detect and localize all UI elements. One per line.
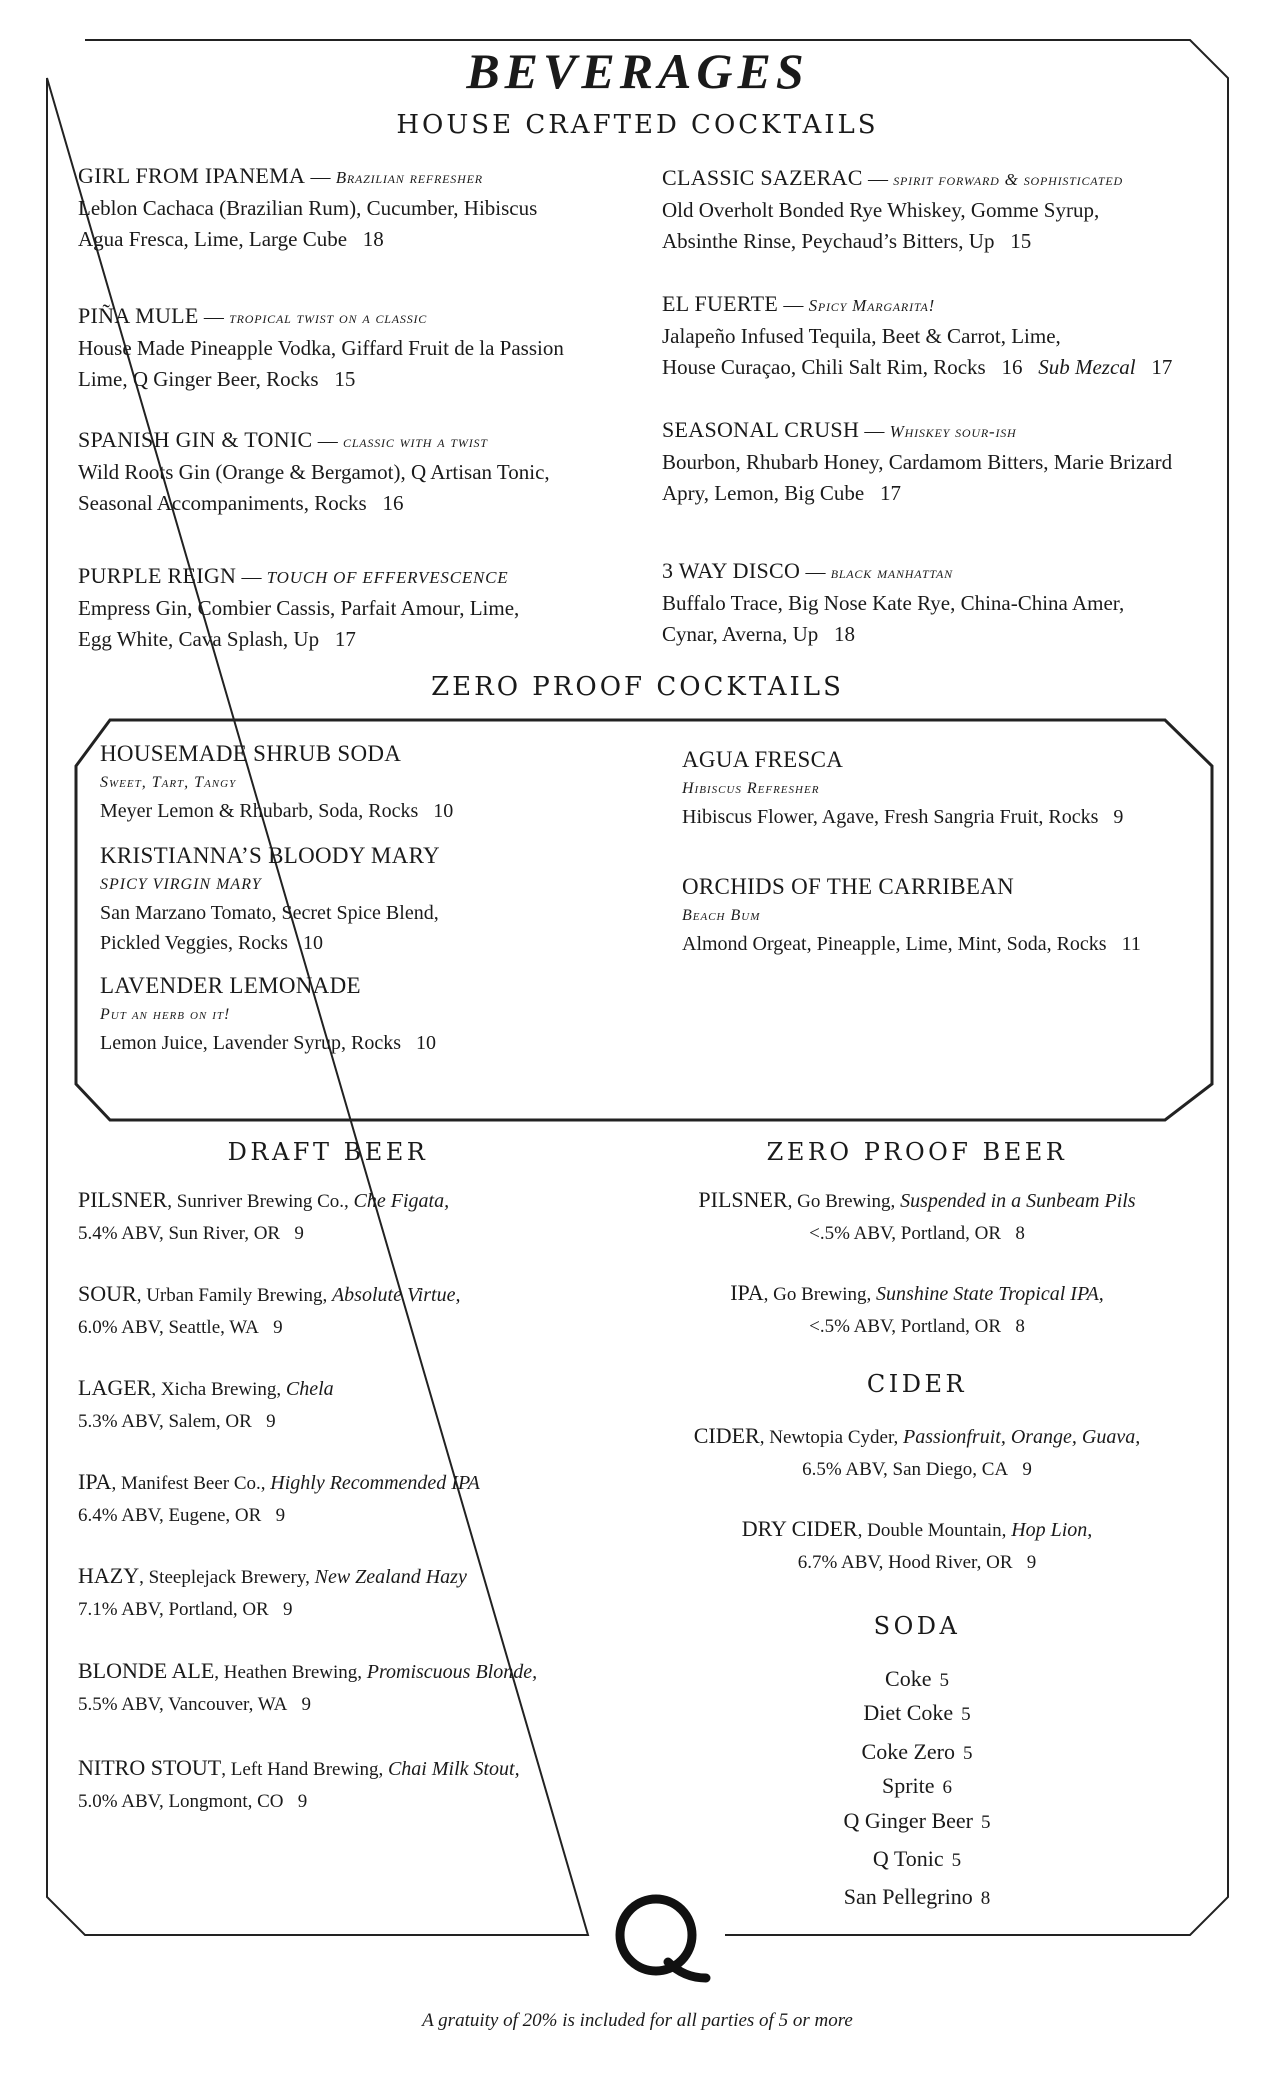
gratuity-note: A gratuity of 20% is included for all parties of 5 or more xyxy=(422,2010,853,2031)
soda-heading: SODA xyxy=(873,1612,961,1640)
zero-proof-cocktails-heading: ZERO PROOF COCKTAILS xyxy=(431,672,844,702)
beer-item: BLONDE ALE, Heathen Brewing, Promiscuous Blonde, 5.5% ABV, Vancouver, WA 9 xyxy=(78,1658,538,1715)
beer-item: IPA, Manifest Beer Co., Highly Recommended IPA 6.4% ABV, Eugene, OR 9 xyxy=(78,1469,480,1526)
soda-item: Coke 5 xyxy=(885,1666,949,1691)
beer-item: LAGER, Xicha Brewing, Chela 5.3% ABV, Salem, OR 9 xyxy=(78,1375,334,1432)
soda-item: Sprite 6 xyxy=(881,1773,953,1798)
beer-item: PILSNER, Sunriver Brewing Co., Che Figata, 5.4% ABV, Sun River, OR 9 xyxy=(78,1187,450,1244)
cocktail-item: CLASSIC SAZERAC — spirit forward & sophisticated Old Overholt Bonded Rye Whiskey, Gomme Syrup, Absinthe Rinse, Peychaud’s Bitters, Up 15 xyxy=(662,165,1123,253)
zero-proof-item: AGUA FRESCA Hibiscus Refresher Hibiscus Flower, Agave, Fresh Sangria Fruit, Rocks 9 xyxy=(682,747,1124,828)
house-cocktails-heading: HOUSE CRAFTED COCKTAILS xyxy=(396,110,879,140)
zero-proof-item: LAVENDER LEMONADE Put an herb on it! Lemon Juice, Lavender Syrup, Rocks 10 xyxy=(100,973,437,1054)
draft-beer-heading: DRAFT BEER xyxy=(227,1138,429,1166)
cocktail-item: GIRL FROM IPANEMA — Brazilian refresher Leblon Cachaca (Brazilian Rum), Cucumber, Hibiscus Agua Fresca, Lime, Large Cube 18 xyxy=(78,163,538,251)
cocktail-item: PURPLE REIGN — TOUCH OF EFFERVESCENCE Empress Gin, Combier Cassis, Parfait Amour, Lime, Egg White, Cava Splash, Up 17 xyxy=(78,563,520,651)
soda-item: Q Tonic 5 xyxy=(872,1846,962,1871)
zero-proof-item: ORCHIDS OF THE CARRIBEAN Beach Bum Almond Orgeat, Pineapple, Lime, Mint, Soda, Rocks 11 xyxy=(682,874,1141,955)
cocktail-item: PIÑA MULE — tropical twist on a classic House Made Pineapple Vodka, Giffard Fruit de la Passion Lime, Q Ginger Beer, Rocks 15 xyxy=(78,303,564,391)
q-logo-icon xyxy=(620,1899,706,1978)
cocktail-item: SPANISH GIN & TONIC — classic with a twist Wild Roots Gin (Orange & Bergamot), Q Artisan Tonic, Seasonal Accompaniments, Rocks 16 xyxy=(78,427,550,515)
cider-item: DRY CIDER, Double Mountain, Hop Lion, 6.7% ABV, Hood River, OR 9 xyxy=(741,1516,1093,1573)
beer-item: IPA, Go Brewing, Sunshine State Tropical IPA, <.5% ABV, Portland, OR 8 xyxy=(730,1280,1104,1337)
cocktail-item: EL FUERTE — Spicy Margarita! Jalapeño Infused Tequila, Beet & Carrot, Lime, House Curaçao, Chili Salt Rim, Rocks 16 Sub Mezcal 17 xyxy=(662,291,1173,379)
beer-item: PILSNER, Go Brewing, Suspended in a Sunbeam Pils <.5% ABV, Portland, OR 8 xyxy=(698,1187,1136,1244)
page-title: BEVERAGES xyxy=(466,43,809,99)
cocktail-item: 3 WAY DISCO — black manhattan Buffalo Trace, Big Nose Kate Rye, China-China Amer, Cynar, Averna, Up 18 xyxy=(662,558,1125,646)
soda-item: Q Ginger Beer 5 xyxy=(843,1808,991,1833)
cider-item: CIDER, Newtopia Cyder, Passionfruit, Orange, Guava, 6.5% ABV, San Diego, CA 9 xyxy=(693,1423,1141,1480)
cocktail-item: SEASONAL CRUSH — Whiskey sour-ish Bourbon, Rhubarb Honey, Cardamom Bitters, Marie Brizard Apry, Lemon, Big Cube 17 xyxy=(662,417,1173,505)
soda-item: Diet Coke 5 xyxy=(863,1700,971,1725)
soda-item: San Pellegrino 8 xyxy=(843,1884,991,1909)
beer-item: HAZY, Steeplejack Brewery, New Zealand Hazy 7.1% ABV, Portland, OR 9 xyxy=(78,1563,467,1620)
beer-item: SOUR, Urban Family Brewing, Absolute Virtue, 6.0% ABV, Seattle, WA 9 xyxy=(78,1281,461,1338)
zero-proof-item: KRISTIANNA’S BLOODY MARY SPICY VIRGIN MARY San Marzano Tomato, Secret Spice Blend, Pickled Veggies, Rocks 10 xyxy=(100,843,440,954)
cider-heading: CIDER xyxy=(866,1370,968,1398)
zero-proof-beer-heading: ZERO PROOF BEER xyxy=(766,1138,1068,1166)
beer-item: NITRO STOUT, Left Hand Brewing, Chai Milk Stout, 5.0% ABV, Longmont, CO 9 xyxy=(78,1755,520,1812)
zero-proof-item: HOUSEMADE SHRUB SODA Sweet, Tart, Tangy Meyer Lemon & Rhubarb, Soda, Rocks 10 xyxy=(100,741,454,822)
soda-item: Coke Zero 5 xyxy=(861,1739,973,1764)
